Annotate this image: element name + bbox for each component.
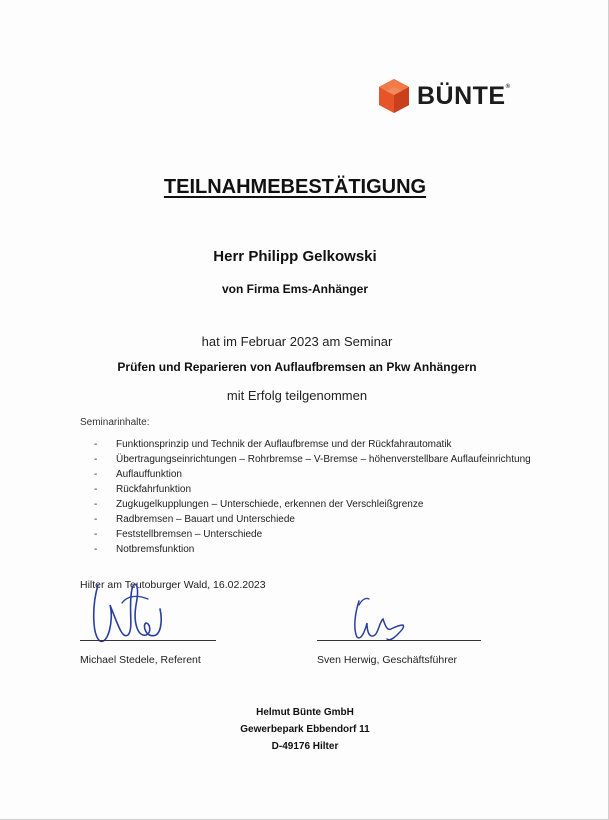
list-item: - Zugkugelkupplungen – Unterschiede, erkennen der Verschleißgrenze (94, 499, 424, 510)
list-item: - Auflauffunktion (94, 469, 182, 480)
company-logo (377, 78, 511, 114)
place-and-date: Hilter am Teutoburger Wald, 16.02.2023 (80, 579, 266, 591)
list-item: - Rückfahrfunktion (94, 484, 192, 495)
list-item: - Feststellbremsen – Unterschiede (94, 529, 263, 540)
list-item: - Radbremsen – Bauart und Unterschiede (94, 514, 295, 525)
seminar-contents-list (80, 437, 536, 557)
cube-icon (377, 78, 411, 114)
ceo-signature (345, 595, 415, 645)
company-address (0, 704, 609, 755)
list-item: - Funktionsprinzip und Technik der Auflaufbremse und der Rückfahrautomatik (94, 439, 452, 450)
document-title: TEILNAHMEBESTÄTIGUNG (163, 176, 427, 198)
list-item: - Notbremsfunktion (94, 544, 195, 555)
participant-company: von Firma Ems-Anhänger (221, 282, 369, 296)
ceo-name: Sven Herwig, Geschäftsführer (317, 654, 458, 666)
signature-line-right (317, 640, 481, 641)
intro-text: hat im Februar 2023 am Seminar (201, 334, 393, 349)
seminar-title: Prüfen und Reparieren von Auflaufbremsen an Pkw Anhängern (117, 360, 477, 374)
footer-city: D-49176 Hilter (271, 741, 339, 752)
contents-heading: Seminarinhalte: (80, 417, 150, 428)
logo-wordmark: BÜNTE® (417, 81, 511, 110)
signature-line-left (80, 640, 216, 641)
participant-name: Herr Philipp Gelkowski (213, 248, 377, 265)
referent-name: Michael Stedele, Referent (80, 654, 201, 666)
success-text: mit Erfolg teilgenommen (226, 388, 368, 403)
footer-company: Helmut Bünte GmbH (256, 707, 354, 718)
footer-street: Gewerbepark Ebbendorf 11 (240, 724, 370, 735)
referent-signature (88, 565, 178, 650)
list-item: - Übertragungseinrichtungen – Rohrbremse – V-Bremse – höhenverstellbare Auflaufeinrichtung (94, 454, 531, 465)
